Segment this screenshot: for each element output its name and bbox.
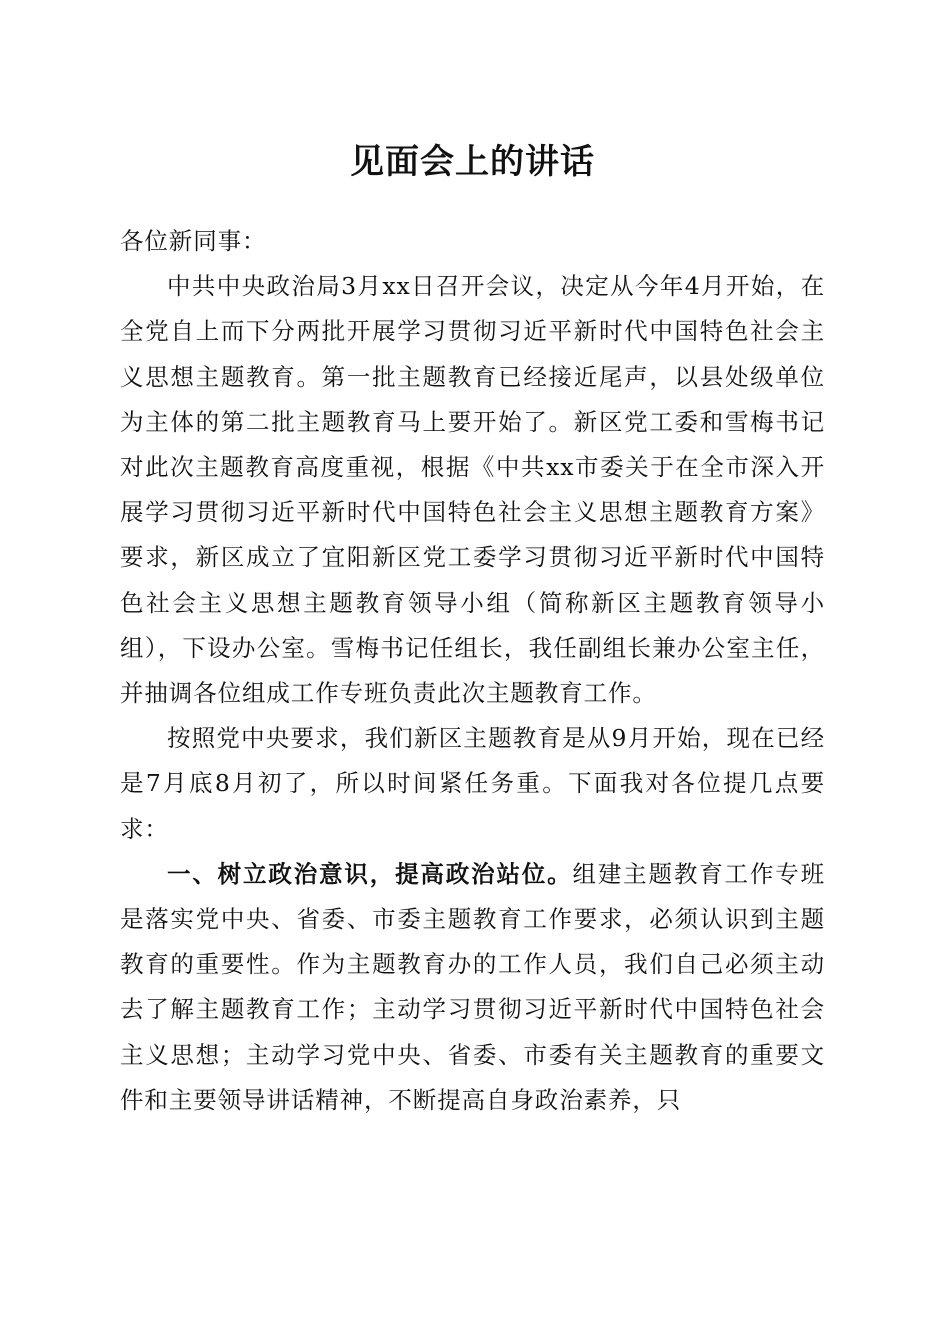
document-page — [120, 0, 825, 1123]
paragraph-3 — [120, 852, 825, 1123]
document-body — [120, 219, 825, 1123]
paragraph-2 — [120, 716, 825, 852]
document-title: 见面会上的讲话 — [350, 142, 595, 182]
paragraph-1-text: 中共中央政治局3月xx日召开会议，决定从今年4月开始，在全党自上而下分两批开展学习贯彻习近平新时代中国特色社会主义思想主题教育。第一批主题教育已经接近尾声，以县处级单位为主体的第二批主题教育马上要开始了。新区党工委和雪梅书记对此次主题教育高度重视，根据《中共xx市委关于在全市深入开展学习贯彻习近平新时代中国特色社会主义思想主题教育方案》要求，新区成立了宜阳新区党工委学习贯彻习近平新时代中国特色社会主义思想主题教育领导小组（简称新区主题教育领导小组），下设办公室。雪梅书记任组长，我任副组长兼办公室主任，并抽调各位组成工作专班负责此次主题教育工作。 — [120, 272, 825, 708]
paragraph-2-text: 按照党中央要求，我们新区主题教育是从9月开始，现在已经是7月底8月初了，所以时间紧任务重。下面我对各位提几点要求： — [120, 724, 825, 843]
salutation: 各位新同事： — [120, 227, 267, 255]
paragraph-1 — [120, 264, 825, 716]
section-heading-1: 一、树立政治意识，提高政治站位。 — [167, 859, 573, 888]
paragraph-3-text: 组建主题教育工作专班是落实党中央、省委、市委主题教育工作要求，必须认识到主题教育的重要性。作为主题教育办的工作人员，我们自己必须主动去了解主题教育工作；主动学习贯彻习近平新时代中国特色社会主义思想；主动学习党中央、省委、市委有关主题教育的重要文件和主要领导讲话精神，不断提高自身政治素养，只 — [120, 859, 825, 1114]
